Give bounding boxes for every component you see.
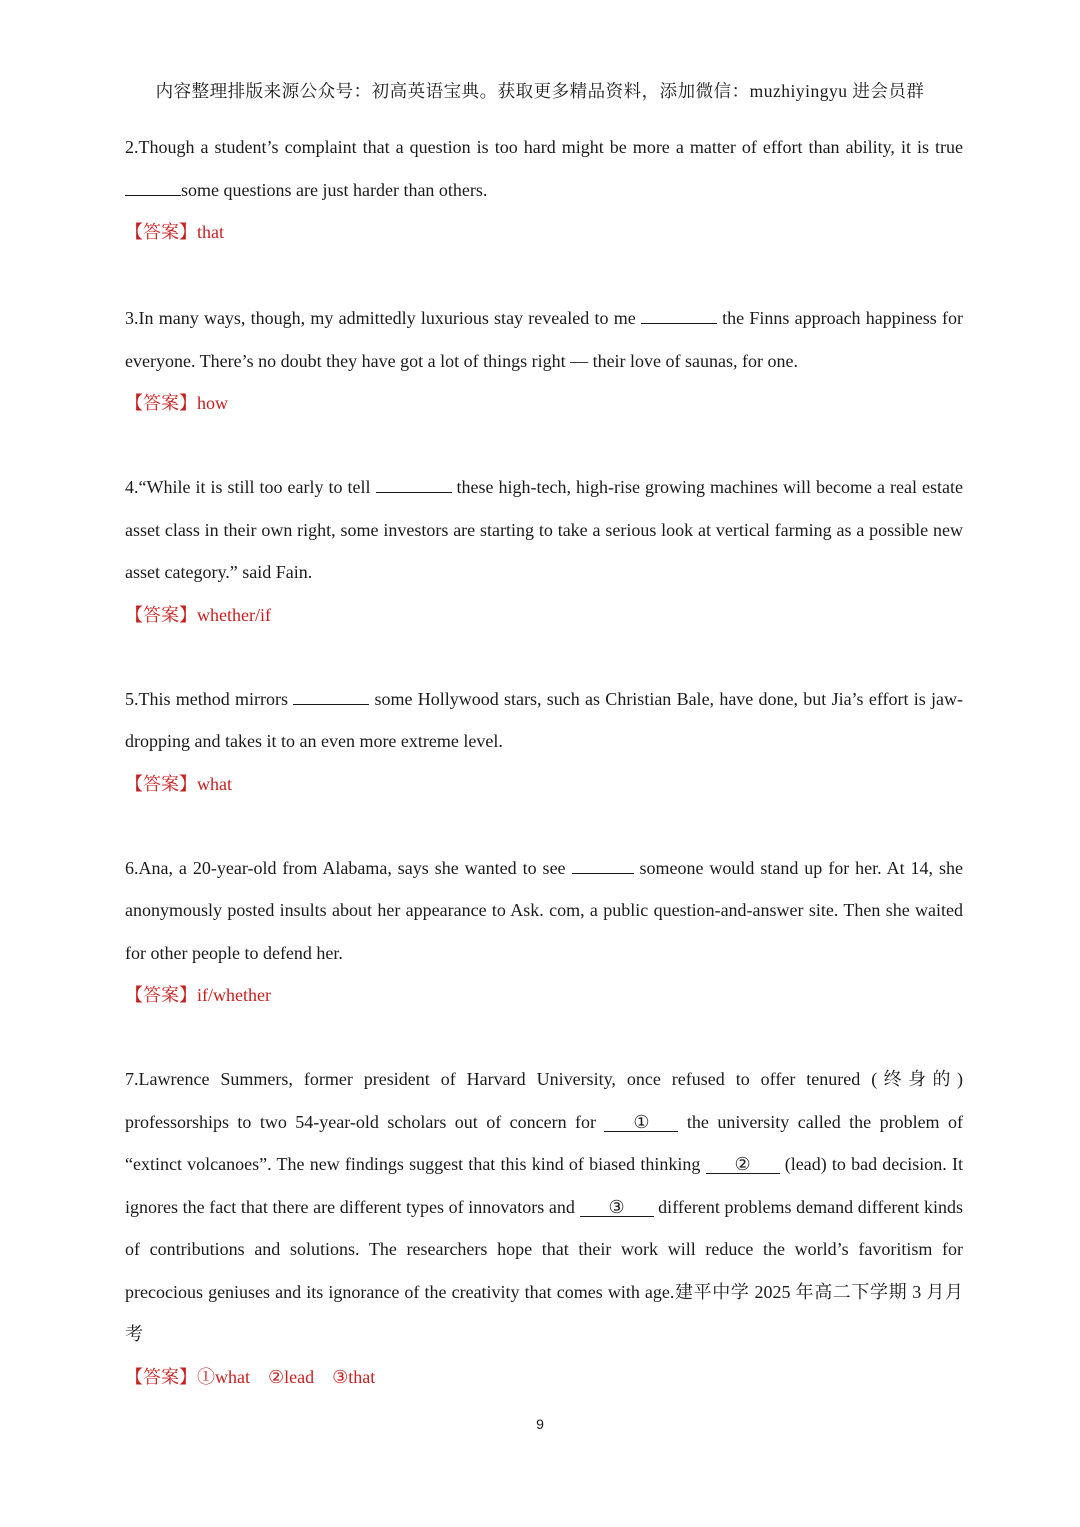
answer-blank [572, 873, 634, 874]
answer-5-value: what [197, 773, 232, 794]
question-7-part-2: the university called the problem of “extinct volcanoes”. The new findings suggest that this kind of biased thinking [125, 1111, 963, 1174]
answer-blank-2: ② [706, 1155, 780, 1174]
page-number: 9 [536, 1416, 544, 1432]
answer-label: 【答案】 [125, 604, 197, 625]
answer-label: 【答案】 [125, 773, 197, 794]
question-6-text-after: someone would stand up for her. At 14, she anonymously posted insults about her appearance to Ask. com, a public question-and-answer site. Then she waited for other people to defend her. [125, 857, 964, 963]
question-5-text-after: some Hollywood stars, such as Christian Bale, have done, but Jia’s effort is jaw-dropping and takes it to an even more extreme level. [125, 688, 963, 751]
answer-7-value-2: ②lead [268, 1366, 315, 1387]
document-body [125, 126, 963, 1398]
question-4-text-after: these high-tech, high-rise growing machines will become a real estate asset class in their own right, some investors are starting to take a serious look at vertical farming as a possible new asset category.” said Fain. [125, 477, 963, 582]
question-7 [125, 1058, 963, 1356]
question-3 [125, 297, 963, 382]
answer-blank-3: ③ [580, 1198, 654, 1217]
answer-2-value: that [197, 222, 224, 242]
question-2 [125, 126, 963, 211]
answer-6-value: if/whether [197, 985, 271, 1005]
answer-5 [125, 763, 963, 805]
answer-blank [293, 704, 369, 705]
question-2-text-after: some questions are just harder than others. [181, 179, 488, 200]
answer-blank [125, 195, 181, 196]
document-header: 内容整理排版来源公众号：初高英语宝典。获取更多精品资料，添加微信：muzhiyingyu 进会员群 [155, 81, 925, 101]
question-5-text-before: 5.This method mirrors [125, 688, 294, 709]
answer-3 [125, 382, 963, 424]
answer-label: 【答案】 [125, 985, 197, 1005]
question-5 [125, 678, 963, 763]
answer-blank [641, 323, 717, 324]
answer-6 [125, 974, 963, 1016]
answer-label: 【答案】 [125, 222, 197, 242]
answer-blank-1: ① [604, 1113, 678, 1132]
answer-label: 【答案】 [125, 1366, 197, 1387]
question-4 [125, 466, 963, 594]
answer-label: 【答案】 [125, 393, 197, 413]
question-3-text-after: the Finns approach happiness for everyone. There’s no doubt they have got a lot of things right — their love of saunas, for one. [125, 308, 963, 371]
question-2-text-before: 2.Though a student’s complaint that a question is too hard might be more a matter of effort than ability, it is true [125, 137, 963, 157]
question-7-part-4: different problems demand different kinds of contributions and solutions. The researchers hope that their work will reduce the world’s favoritism for precocious geniuses and its ignorance of the creativity that comes with age.建平中学 2025 年高二下学期 3 月月考 [125, 1196, 963, 1344]
answer-7-value-3: ③that [332, 1366, 376, 1387]
question-6 [125, 847, 963, 975]
answer-7 [125, 1356, 963, 1398]
answer-4-value: whether/if [197, 604, 271, 625]
answer-3-value: how [197, 393, 228, 413]
question-6-text-before: 6.Ana, a 20-year-old from Alabama, says she wanted to see [125, 857, 572, 878]
answer-blank [376, 492, 452, 493]
question-4-text-before: 4.“While it is still too early to tell [125, 477, 376, 497]
question-3-text-before: 3.In many ways, though, my admittedly luxurious stay revealed to me [125, 308, 641, 328]
question-7-part-1: 7.Lawrence Summers, former president of Harvard University, once refused to offer tenured (终身的) professorships to two 54-year-old scholars out of concern for [125, 1069, 963, 1132]
answer-2 [125, 211, 963, 253]
answer-7-value-1: ①what [197, 1366, 250, 1387]
answer-4 [125, 594, 963, 636]
question-7-part-3: (lead) to bad decision. It ignores the fact that there are different types of innovators and [125, 1154, 963, 1217]
